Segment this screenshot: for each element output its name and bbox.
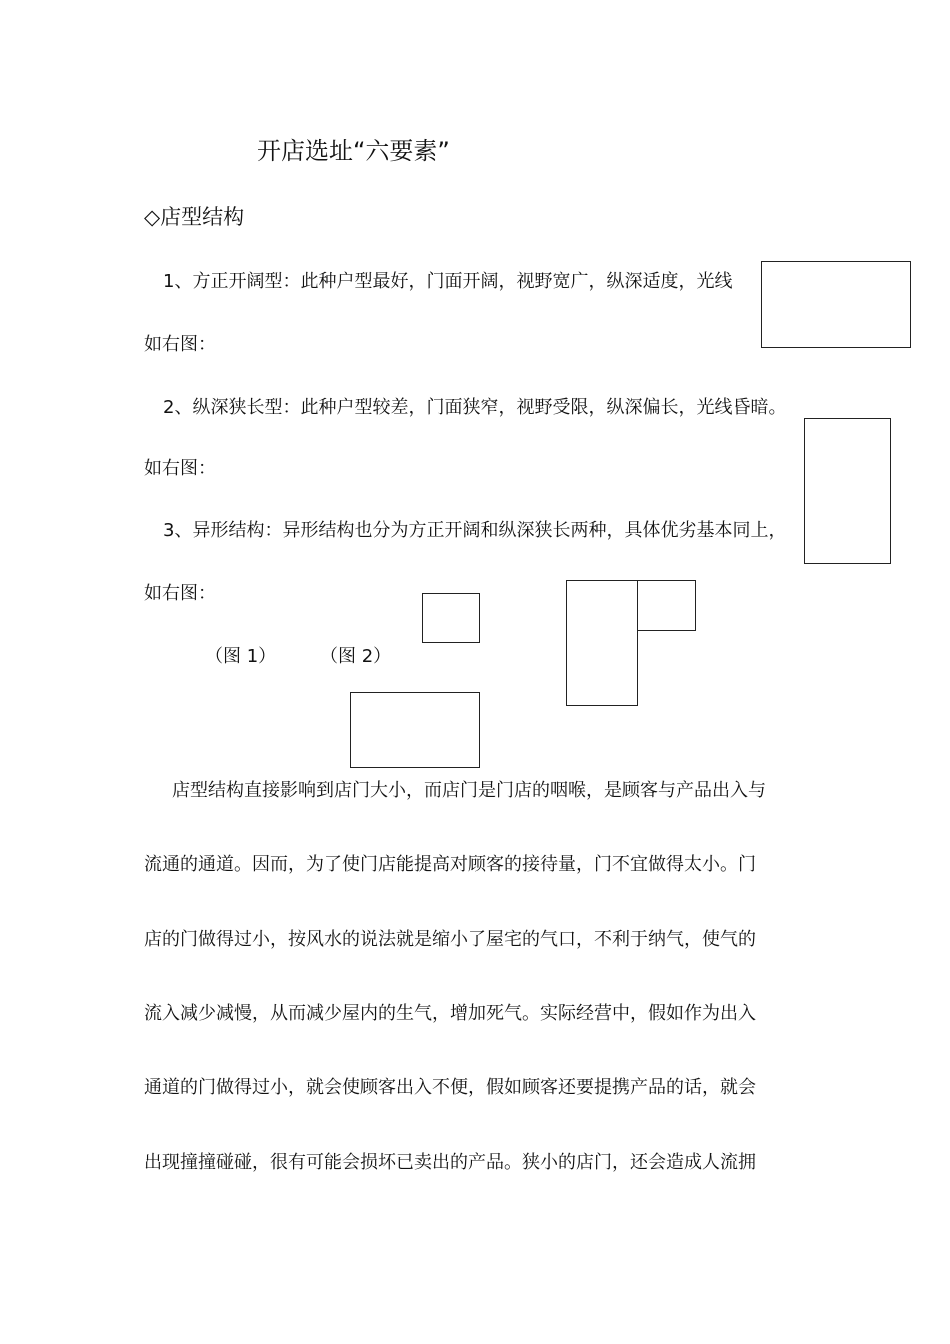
- item-2-text: 2、纵深狭长型：此种户型较差，门面狭窄，视野受限，纵深偏长，光线昏暗。: [163, 397, 787, 418]
- body-line-4: 流入减少减慢，从而减少屋内的生气，增加死气。实际经营中，假如作为出入: [144, 1003, 756, 1024]
- figure-2-tall-rect: [566, 580, 638, 706]
- body-line-2: 流通的通道。因而，为了使门店能提高对顾客的接待量，门不宜做得太小。门: [144, 854, 756, 875]
- body-line-1: 店型结构直接影响到店门大小，而店门是门店的咽喉，是顾客与产品出入与: [172, 780, 766, 801]
- item-1-figure-note: 如右图：: [144, 334, 216, 355]
- figure-1-label: （图 1）: [205, 646, 277, 667]
- item-1-text: 1、方正开阔型：此种户型最好，门面开阔，视野宽广，纵深适度，光线: [163, 271, 733, 292]
- wide-square-shop-diagram: [761, 261, 911, 348]
- body-line-3: 店的门做得过小，按风水的说法就是缩小了屋宅的气口，不利于纳气，使气的: [144, 929, 756, 950]
- figure-2-side-rect: [637, 580, 696, 631]
- item-3-figure-note: 如右图：: [144, 583, 216, 604]
- body-line-5: 通道的门做得过小，就会使顾客出入不便，假如顾客还要提携产品的话，就会: [144, 1077, 756, 1098]
- section-heading: ◇店型结构: [144, 205, 245, 229]
- narrow-deep-shop-diagram: [804, 418, 891, 564]
- body-line-6: 出现撞撞碰碰，很有可能会损坏已卖出的产品。狭小的店门，还会造成人流拥: [144, 1152, 756, 1173]
- figure-1-large-rect: [350, 692, 480, 768]
- figure-2-label: （图 2）: [320, 646, 392, 667]
- figure-1-small-rect: [422, 593, 480, 643]
- item-3-text: 3、异形结构：异形结构也分为方正开阔和纵深狭长两种，具体优劣基本同上，: [163, 520, 787, 541]
- item-2-figure-note: 如右图：: [144, 458, 216, 479]
- document-title: 开店选址“六要素”: [257, 137, 450, 165]
